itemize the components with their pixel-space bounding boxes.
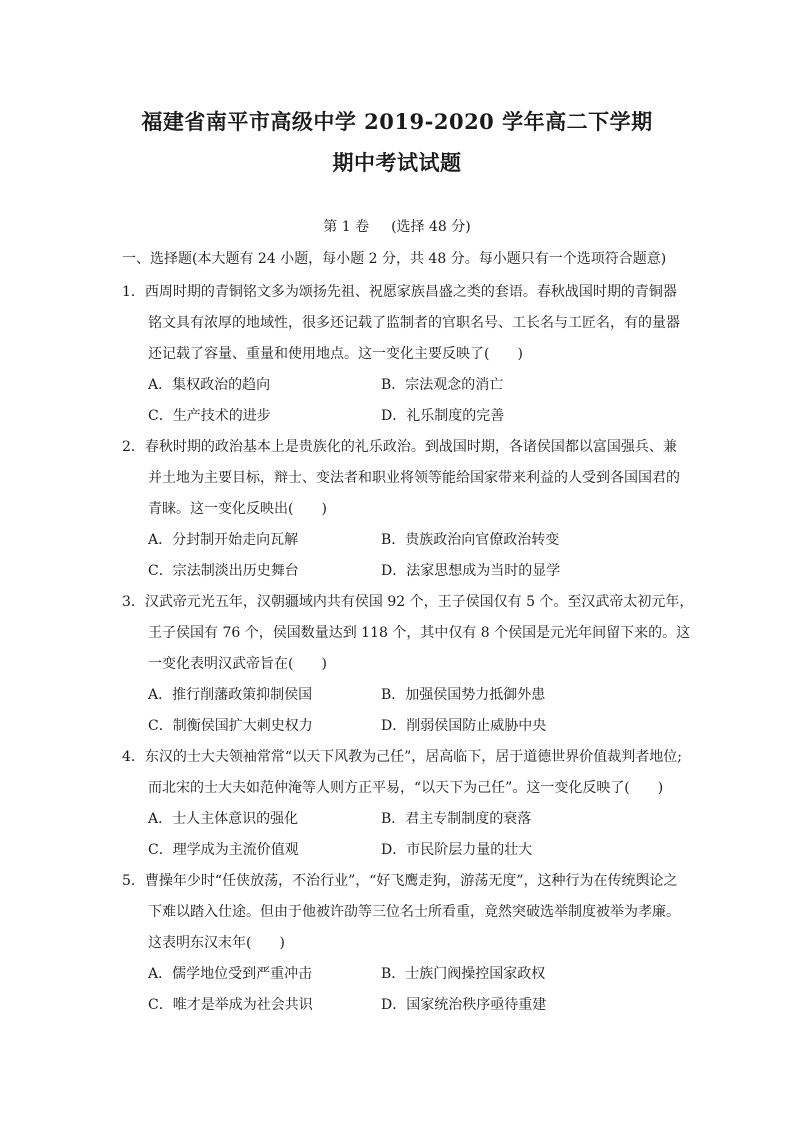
question-line: 1．西周时期的青铜铭文多为颂扬先祖、祝愿家族昌盛之类的套语。春秋战国时期的青铜器 <box>122 284 677 300</box>
option-b[interactable]: B．士族门阀操控国家政权 <box>381 966 546 982</box>
exam-title-line1: 福建省南平市高级中学 2019-2020 学年高二下学期 <box>141 109 653 134</box>
question-4-options <box>148 804 668 866</box>
question-5-options <box>148 959 668 1021</box>
instructions: 一、选择题(本大题有 24 小题，每小题 2 分，共 48 分。每小题只有一个选项符合题意) <box>122 251 667 267</box>
option-c[interactable]: C．生产技术的进步 <box>148 408 271 424</box>
question-line: 4．东汉的士大夫领袖常常“以天下风教为己任”，居高临下，居于道德世界价值裁判者地位; <box>122 749 682 765</box>
option-a[interactable]: A．士人主体意识的强化 <box>148 811 299 827</box>
option-a[interactable]: A．儒学地位受到严重冲击 <box>148 966 313 982</box>
question-line: 而北宋的士大夫如范仲淹等人则方正平易，“以天下为己任”。这一变化反映了( ) <box>148 780 664 796</box>
question-line: 并土地为主要目标，辩士、变法者和职业将领等能给国家带来利益的人受到各国国君的 <box>148 470 680 486</box>
question-2-options <box>148 525 668 587</box>
question-line: 一变化表明汉武帝旨在( ) <box>148 656 327 672</box>
section-heading <box>0 216 794 236</box>
option-b[interactable]: B．宗法观念的消亡 <box>381 377 504 393</box>
exam-title-line2: 期中考试试题 <box>332 150 462 175</box>
option-c[interactable]: C．制衡侯国扩大刺史权力 <box>148 718 313 734</box>
option-d[interactable]: D．法家思想成为当时的显学 <box>381 563 561 579</box>
question-5-stem <box>122 866 680 959</box>
question-line: 这表明东汉末年( ) <box>148 935 285 951</box>
option-d[interactable]: D．削弱侯国防止威胁中央 <box>381 718 547 734</box>
question-line: 2．春秋时期的政治基本上是贵族化的礼乐政治。到战国时期，各诸侯国都以富国强兵、兼 <box>122 439 677 455</box>
question-4-stem <box>122 742 682 804</box>
section-note: (选择 48 分) <box>391 219 471 235</box>
question-line: 青睐。这一变化反映出( ) <box>148 501 327 517</box>
question-line: 下难以踏入仕途。但由于他被许劭等三位名士所看重，竟然突破选举制度被举为孝廉。 <box>148 904 680 920</box>
question-1-options <box>148 370 668 432</box>
question-2-stem <box>122 432 680 525</box>
option-b[interactable]: B．贵族政治向官僚政治转变 <box>381 532 560 548</box>
option-a[interactable]: A．推行削藩政策抑制侯国 <box>148 687 313 703</box>
option-c[interactable]: C．唯才是举成为社会共识 <box>148 997 313 1013</box>
option-c[interactable]: C．理学成为主流价值观 <box>148 842 299 858</box>
option-d[interactable]: D．国家统治秩序亟待重建 <box>381 997 547 1013</box>
question-line: 还记载了容量、重量和使用地点。这一变化主要反映了( ) <box>148 346 523 362</box>
option-a[interactable]: A．分封制开始走向瓦解 <box>148 532 299 548</box>
question-1-stem <box>122 277 680 370</box>
option-d[interactable]: D．礼乐制度的完善 <box>381 408 505 424</box>
question-line: 王子侯国有 76 个，侯国数量达到 118 个，其中仅有 8 个侯国是元光年间留下来的。这 <box>148 625 691 641</box>
option-a[interactable]: A．集权政治的趋向 <box>148 377 271 393</box>
question-line: 铭文具有浓厚的地域性，很多还记载了监制者的官职名号、工长名与工匠名，有的量器 <box>148 315 680 331</box>
option-d[interactable]: D．市民阶层力量的壮大 <box>381 842 533 858</box>
question-line: 3．汉武帝元光五年，汉朝疆域内共有侯国 92 个，王子侯国仅有 5 个。至汉武帝太初元年， <box>122 594 694 610</box>
question-3-stem <box>122 587 694 680</box>
section-label: 第 1 卷 <box>323 219 370 235</box>
option-b[interactable]: B．君主专制制度的衰落 <box>381 811 532 827</box>
question-line: 5．曹操年少时“任侠放荡，不治行业”，“好飞鹰走狗，游荡无度”，这种行为在传统舆论之 <box>122 873 678 889</box>
option-c[interactable]: C．宗法制淡出历史舞台 <box>148 563 299 579</box>
option-b[interactable]: B．加强侯国势力抵御外患 <box>381 687 546 703</box>
question-3-options <box>148 680 668 742</box>
